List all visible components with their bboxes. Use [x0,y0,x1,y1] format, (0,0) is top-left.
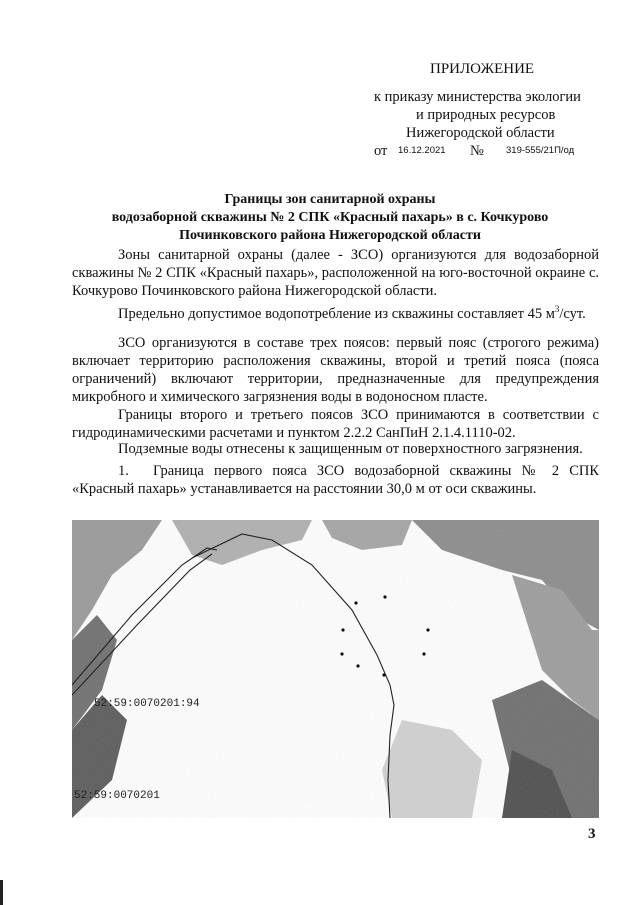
map-graphic [72,520,599,818]
order-ref-line2: и природных ресурсов [416,107,556,123]
paragraph-5: Подземные воды отнесены к защищенным от поверхностного загрязнения. [118,441,583,457]
paragraph-2-end: /сут. [559,305,586,322]
map-label-parcel: 52:59:0070201:94 [94,698,200,710]
page-number: 3 [588,826,596,842]
date-label: от [374,143,388,159]
doc-title-line2: водозаборной скважины № 2 СПК «Красный пахарь» в с. Кочкурово [111,210,549,225]
cadastral-map [72,520,599,818]
number-label: № [470,143,484,159]
paragraph-6 [72,462,599,498]
order-ref-line1: к приказу министерства экологии [374,89,581,105]
appendix-title: ПРИЛОЖЕНИЕ [430,61,535,77]
order-number: 319-555/21П/од [506,145,575,156]
paragraph-2-text: Предельно допустимое водопотребление из скважины составляет 45 м [118,305,555,322]
scan-edge-mark [0,880,3,905]
paragraph-2 [72,300,599,323]
paragraph-4: Границы второго и третьего поясов ЗСО принимаются в соответствии с гидродинамическими расчетами и пунктом 2.2.2 СанПиН 2.1.4.1110-02. [72,407,599,441]
doc-title-line3: Починковского района Нижегородской области [179,228,481,243]
paragraph-2-sup: 3 [554,304,560,314]
paragraph-6-number: 1. [118,463,129,479]
map-label-quarter: 52:59:0070201 [74,790,160,802]
paragraph-1: Зоны санитарной охраны (далее - ЗСО) организуются для водозаборной скважины № 2 СПК «Красный пахарь», расположенной на юго-восточной окраине с. Кочкурово Починковского района Нижегородской области. [72,247,599,299]
paragraph-6-text: Граница первого пояса ЗСО водозаборной скважины № 2 СПК «Красный пахарь» устанавливается на расстоянии 30,0 м от оси скважины. [72,463,600,497]
order-ref-line3: Нижегородской области [406,125,555,141]
doc-title-line1: Границы зон санитарной охраны [224,192,436,207]
order-date: 16.12.2021 [398,145,446,156]
paragraph-3: ЗСО организуются в составе трех поясов: первый пояс (строгого режима) включает территорию расположения скважины, второй и третий пояса (пояса ограничений) включают территории, предназначенные для предупреждения микробного и химического загрязнения воды в водоносном пласте. [72,335,599,405]
